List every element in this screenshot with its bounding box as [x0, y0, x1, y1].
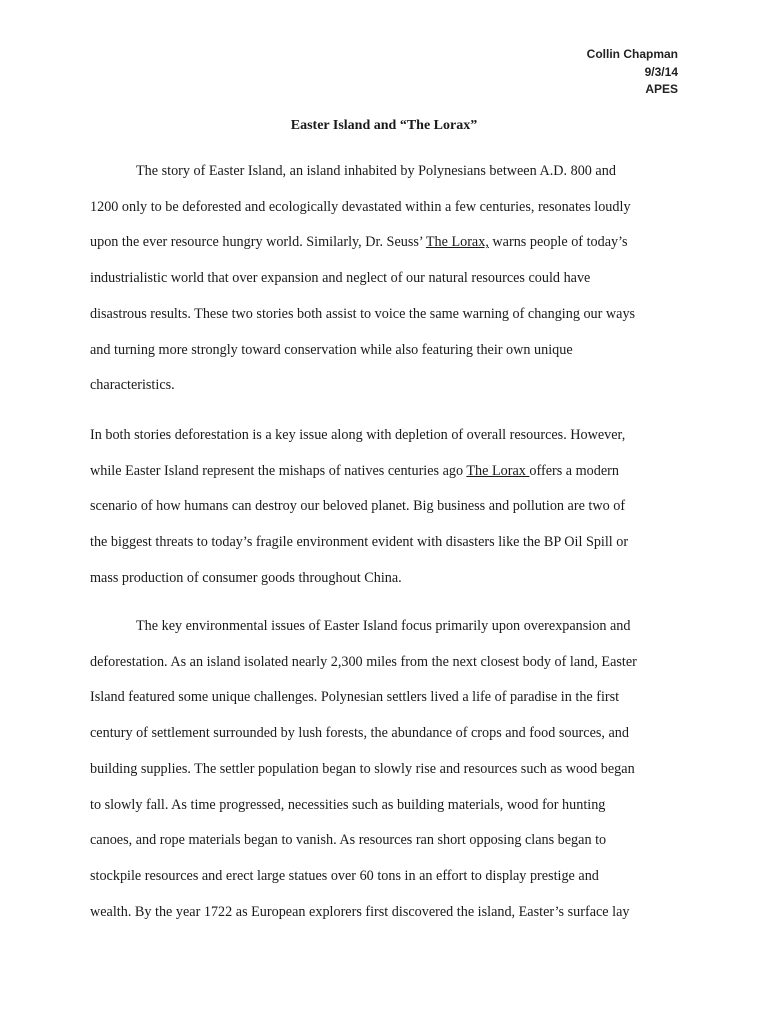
- paragraph-line: and turning more strongly toward conservation while also featuring their own unique: [90, 341, 573, 358]
- paragraph-line: [90, 225, 680, 261]
- paragraph-1: [90, 154, 680, 404]
- paragraph-line: canoes, and rope materials began to vanish. As resources ran short opposing clans began to: [90, 832, 607, 849]
- paragraph-line: disastrous results. These two stories both assist to voice the same warning of changing our ways: [90, 305, 636, 322]
- essay-title: Easter Island and “The Lorax”: [290, 118, 478, 133]
- text-run: upon the ever resource hungry world. Similarly, Dr. Seuss’: [90, 234, 426, 251]
- paragraph-line: wealth. By the year 1722 as European explorers first discovered the island, Easter’s surface lay: [90, 903, 630, 920]
- course-name: APES: [645, 82, 678, 96]
- paragraph-line: Island featured some unique challenges. Polynesian settlers lived a life of paradise in the first: [90, 689, 620, 706]
- text-run: warns people of today’s: [488, 234, 628, 251]
- author-name: Collin Chapman: [586, 47, 678, 61]
- paragraph-2: [90, 418, 680, 597]
- paragraph-line: characteristics.: [90, 377, 175, 394]
- paragraph-line: scenario of how humans can destroy our beloved planet. Big business and pollution are two of: [90, 498, 626, 515]
- paragraph-line: building supplies. The settler population began to slowly rise and resources such as wood began: [90, 760, 635, 777]
- book-title-lorax: The Lorax: [466, 462, 530, 479]
- paragraph-line: The key environmental issues of Easter Island focus primarily upon overexpansion and: [136, 618, 631, 634]
- paragraph-line: industrialistic world that over expansion and neglect of our natural resources could have: [90, 270, 591, 287]
- paragraph-line: to slowly fall. As time progressed, necessities such as building materials, wood for hunting: [90, 796, 606, 813]
- paragraph-3: [90, 609, 680, 930]
- paragraph-line: stockpile resources and erect large statues over 60 tons in an effort to display prestige and: [90, 867, 599, 884]
- paragraph-line: [90, 454, 680, 490]
- text-run: offers a modern: [529, 462, 619, 479]
- book-title-lorax: The Lorax,: [425, 234, 489, 251]
- document-date: 9/3/14: [644, 64, 678, 79]
- paragraph-line: the biggest threats to today’s fragile environment evident with disasters like the BP Oil Spill or: [90, 534, 629, 551]
- paragraph-line: In both stories deforestation is a key issue along with depletion of overall resources. However,: [90, 427, 626, 443]
- paragraph-line: The story of Easter Island, an island inhabited by Polynesians between A.D. 800 and: [136, 163, 616, 179]
- text-run: while Easter Island represent the mishaps of natives centuries ago: [90, 462, 467, 479]
- document-header: [587, 46, 678, 99]
- paragraph-line: mass production of consumer goods throughout China.: [90, 569, 402, 586]
- paragraph-line: deforestation. As an island isolated nearly 2,300 miles from the next closest body of land, Easter: [90, 653, 637, 670]
- paragraph-line: 1200 only to be deforested and ecologically devastated within a few centuries, resonates loudly: [90, 198, 631, 215]
- paragraph-line: century of settlement surrounded by lush forests, the abundance of crops and food sources, and: [90, 725, 629, 742]
